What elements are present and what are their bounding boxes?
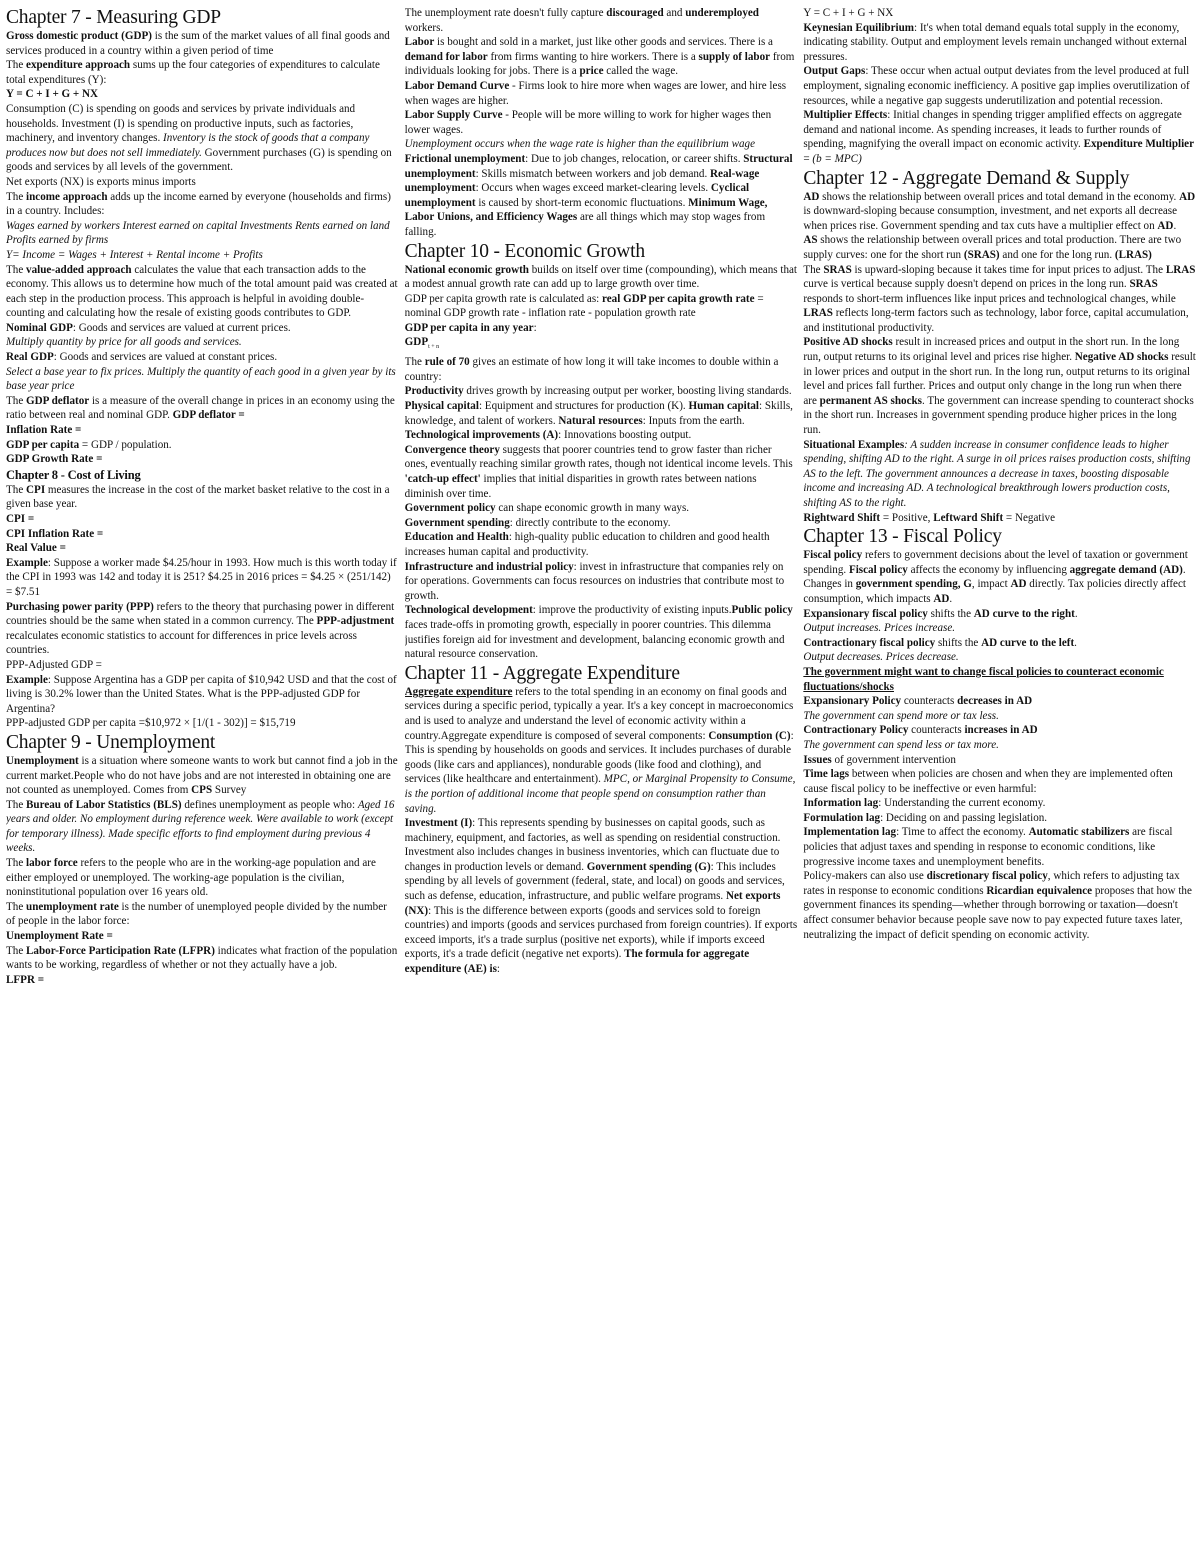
shift-direction: Rightward Shift = Positive, Leftward Shift = Negative bbox=[803, 511, 1056, 524]
income-formula: Y= Income = Wages + Interest + Rental income + Profits bbox=[6, 248, 263, 261]
contractionary-note: Output decreases. Prices decrease. bbox=[803, 651, 959, 664]
gdp-per-capita-growth: GDP per capita growth rate is calculated as: real GDP per capita growth rate = nominal GDP growth rate - inflation rate - population growth rate bbox=[404, 292, 764, 320]
keynesian-equilibrium: Keynesian Equilibrium: It's when total demand equals total supply in the economy, indicating stability. Output and employment levels remain unchanged without external pressures. bbox=[803, 21, 1188, 63]
implementation-lag: Implementation lag: Time to affect the economy. Automatic stabilizers are fiscal policies that adjust taxes and spending in response to economic conditions, like progressive income taxes and unemployment benefits. bbox=[803, 826, 1173, 868]
government-spending: Government spending: directly contribute to the economy. bbox=[404, 516, 671, 529]
government-policy: Government policy can shape economic growth in many ways. bbox=[404, 502, 690, 515]
contractionary-fiscal: Contractionary fiscal policy shifts the AD curve to the left. bbox=[803, 636, 1077, 649]
chapter-10-title: Chapter 10 - Economic Growth bbox=[404, 240, 645, 262]
expansionary-policy: Expansionary Policy counteracts decreases in AD bbox=[803, 695, 1033, 708]
column-1 bbox=[6, 6, 399, 1553]
real-gdp-note: Select a base year to fix prices. Multiply the quantity of each good in a given year by its base year price bbox=[6, 365, 396, 393]
convergence-theory: Convergence theory suggests that poorer countries tend to grow faster than richer ones, eventually reaching similar growth rates, though not identical income levels. This 'catch-up effect' implies that initial disparities in growth rates between nations diminish over time. bbox=[404, 443, 793, 500]
gdp-t-formula: $GDP_{t + n}$ bbox=[404, 336, 440, 351]
cpi-eq: CPI = bbox=[6, 513, 35, 525]
government-might: The government might want to change fiscal policies to counteract economic fluctuations/shocks bbox=[803, 665, 1164, 693]
lfpr-definition: The Labor-Force Participation Rate (LFPR) indicates what fraction of the population wants to be working, regardless of whether or not they actually have a job. bbox=[6, 944, 398, 972]
inflation-rate-eq: Inflation Rate = bbox=[6, 424, 82, 437]
chapter-8-title: Chapter 8 - Cost of Living bbox=[6, 467, 141, 482]
chapter-12-title: Chapter 12 - Aggregate Demand & Supply bbox=[803, 167, 1130, 189]
as-definition: AS shows the relationship between overall prices and total production. There are two supply curves: one for the short run (SRAS) and one for the long run. (LRAS) bbox=[803, 234, 1182, 261]
chapter-11-title: Chapter 11 - Aggregate Expenditure bbox=[404, 662, 680, 684]
aggregate-expenditure: Aggregate expenditure refers to the total spending in an economy on final goods and services during a specific period, typically a year. It's a key concept in macroeconomics and is used to analyze and understand the level of economic activity within a country.Aggregate expenditure is composed of several components: Consumption (C): This is spending by households on goods and services. It includes purchases of durable goods (like cars and appliances), nondurable goods (like food and clothing), and services (like healthcare and entertainment). MPC, or Marginal Propensity to Consume, is the portion of additional income that people spend on consumption rather than saving. bbox=[404, 685, 796, 815]
sras-lras: The SRAS is upward-sloping because it takes time for input prices to adjust. The LRAS curve is vertical because supply doesn't depend on prices in the long run. SRAS responds to short-term influences like input prices and technological changes, while LRAS reflects long-term factors such as technology, labor force, capital accumulation, and institutional productivity. bbox=[803, 263, 1196, 334]
formulation-lag: Formulation lag: Deciding on and passing legislation. bbox=[803, 811, 1048, 824]
components-paragraph: Consumption (C) is spending on goods and services by private individuals and households. Investment (I) is spending on productive inputs, such as factories, machinery, and inventory changes. Inventory is the stock of goods that a company produces now but does not sell immediately. Government purchases (G) is spending on goods and services by all levels of the government. bbox=[6, 102, 392, 174]
cpi-inflation-eq: CPI Inflation Rate = bbox=[6, 527, 104, 540]
net-exports-line: Net exports (NX) is exports minus imports bbox=[6, 175, 196, 188]
contractionary-policy-note: The government can spend less or tax more. bbox=[803, 738, 999, 751]
expenditure-approach: The expenditure approach sums up the four categories of expenditures to calculate total expenditures (Y): bbox=[6, 59, 380, 86]
gdp-definition: Gross domestic product (GDP) is the sum of the market values of all final goods and services produced in a country within a given period of time bbox=[6, 30, 390, 57]
investment: Investment (I): This represents spending by businesses on capital goods, such as machinery, equipment, and factories, as well as spending on residential construction. Investment also includes changes in business inventories, which can fluctuate due to changes in production levels or demand. Government spending (G): This includes spending by all levels of government (federal, state, and local) on goods and services, such as defense, education, infrastructure, and public welfare programs. Net exports (NX): This is the difference between exports (goods and services sold to foreign countries) and imports (goods and services purchased from foreign countries). If exports exceed imports, it's a trade surplus (positive net exports), while if imports exceed exports, it's a trade deficit (negative net exports). The formula for aggregate expenditure (AE) is: bbox=[404, 817, 798, 976]
labor-force-definition: The labor force refers to the people who are in the working-age population and are either employed or unemployed. The working-age population is the civilian, noninstitutional population over 16 years old. bbox=[6, 857, 376, 899]
ad-shocks: Positive AD shocks result in increased prices and output in the short run. In the long run, output returns to its original level and prices rise higher. Negative AD shocks result in lower prices and output in the short run. In the long run, output returns to its original level and prices fall further. Prices and output only change in the long run when there are permanent AS shocks. The government can increase spending to counteract shocks in the short run. Increases in government spending produce higher prices in the long run. bbox=[803, 336, 1196, 437]
real-gdp: Real GDP: Goods and services are valued at constant prices. bbox=[6, 351, 278, 364]
issues: Issues of government intervention bbox=[803, 753, 956, 766]
labor-supply-curve: Labor Supply Curve - People will be more willing to work for higher wages then lower wages. bbox=[404, 109, 772, 136]
unemployment-rate-definition: The unemployment rate is the number of unemployed people divided by the number of people in the labor force: bbox=[6, 900, 387, 928]
ppp-example: Example: Suppose Argentina has a GDP per capita of $10,942 USD and that the cost of living is 30.2% lower than the United States. What is the PPP-adjusted GDP for Argentina? bbox=[6, 673, 397, 715]
cpi-definition: The CPI measures the increase in the cost of the market basket relative to the cost in a given base year. bbox=[6, 483, 390, 511]
situational-examples: Situational Examples: A sudden increase in consumer confidence leads to higher spending, shifting AD to the right. A surge in oil prices raises production costs, shifting AS to the left. The government announces a decrease in taxes, boosting disposable income and increasing AD. A technological breakthrough lowers production costs, shifting AS to the right. bbox=[803, 438, 1191, 509]
chapter-7-title: Chapter 7 - Measuring GDP bbox=[6, 7, 221, 28]
unemployment-rate-eq: Unemployment Rate = bbox=[6, 930, 113, 943]
ae-formula: Y = C + I + G + NX bbox=[803, 7, 894, 19]
expansionary-note: Output increases. Prices increase. bbox=[803, 622, 956, 635]
bls-definition: The Bureau of Labor Statistics (BLS) defines unemployment as people who: Aged 16 years and older. No employment during reference week. Were available to work (except for temporary illness). Made specific efforts to find employment during previous 4 weeks. bbox=[6, 798, 395, 855]
unemployment-definition: Unemployment is a situation where someone wants to work but cannot find a job in the current market.People who do not have jobs and are not interested in obtaining one are not counted as unemployed. Comes from CPS Survey bbox=[6, 754, 398, 797]
output-gaps: Output Gaps: These occur when actual output deviates from the level produced at full employment, signaling economic inefficiency. A positive gap implies overutilization of resources, while a negative gap suggests underutilization and potential recession. Multiplier Effects: Initial changes in spending trigger amplified effects on aggregate demand and national income. As spending increases, it leads to further rounds of spending, magnifying the overall impact on economic activity. Expenditure Multiplier = (b = MPC) bbox=[803, 65, 1195, 165]
ppp-definition: Purchasing power parity (PPP) refers to the theory that purchasing power in different countries should be the same when stated in a common currency. The PPP-adjustment recalculates economic statistics to account for differences in price levels across countries. bbox=[6, 600, 395, 657]
chapter-9-title: Chapter 9 - Unemployment bbox=[6, 731, 216, 753]
gdp-per-capita: GDP per capita = GDP / population. bbox=[6, 438, 172, 451]
labor-demand-curve: Labor Demand Curve - Firms look to hire more when wages are lower, and hire less when wages are higher. bbox=[404, 79, 787, 107]
infrastructure-policy: Infrastructure and industrial policy: invest in infrastructure that companies rely on for operations. Governments can focus resources on industries that contribute most to growth. bbox=[404, 560, 785, 602]
expansionary-fiscal: Expansionary fiscal policy shifts the AD curve to the right. bbox=[803, 607, 1078, 620]
rule-of-70: The rule of 70 gives an estimate of how long it will take incomes to double within a country: bbox=[404, 356, 779, 383]
national-growth: National economic growth builds on itself over time (compounding), which means that a modest annual growth rate can add up to large growth over time. bbox=[404, 263, 798, 291]
information-lag: Information lag: Understanding the current economy. bbox=[803, 797, 1046, 810]
ppp-eq: PPP-Adjusted GDP = bbox=[6, 658, 102, 671]
gdp-deflator: The GDP deflator is a measure of the overall change in prices in an economy using the ratio between real and nominal GDP. GDP deflator = bbox=[6, 394, 395, 422]
discretionary-policy: Policy-makers can also use discretionary fiscal policy, which refers to adjusting tax rates in response to economic conditions Ricardian equivalence proposes that how the government finances its spending—whether through borrowing or taxation—doesn't affect consumer behavior because people save now to pay expected future taxes later, neutralizing the impact of deficit spending on economic activity. bbox=[803, 870, 1192, 941]
education-health: Education and Health: high-quality public education to children and good health increases human capital and productivity. bbox=[404, 531, 770, 558]
ad-definition: AD shows the relationship between overall prices and total demand in the economy. AD is downward-sloping because consumption, investment, and net exports all decrease when prices rise. Government spending and tax cuts have a multiplier effect on AD. bbox=[803, 190, 1196, 232]
expansionary-policy-note: The government can spend more or tax less. bbox=[803, 709, 999, 722]
nominal-gdp-note: Multiply quantity by price for all goods and services. bbox=[6, 336, 242, 349]
value-added-approach: The value-added approach calculates the value that each transaction adds to the economy. This allows us to determine how much of the total amount paid was created at each step in the production process. This approach is helpful in avoiding double-counting and calculating how the resale of existing goods contributes to GDP. bbox=[6, 263, 398, 320]
ppp-example-calc: PPP-adjusted GDP per capita =$10,972 × [1/(1 - 302)] = $15,719 bbox=[6, 717, 296, 730]
unemployment-types: Frictional unemployment: Due to job changes, relocation, or career shifts. Structural unemployment: Skills mismatch between workers and job demand. Real-wage unemployment: Occurs when wages exceed market-clearing levels. Cyclical unemployment is caused by short-term economic fluctuations. Minimum Wage, Labor Unions, and Efficiency Wages are all things which may stop wages from falling. bbox=[404, 152, 793, 238]
tech-development: Technological development: improve the productivity of existing inputs.Public policy faces trade-offs in promoting growth, especially in poorer countries. This dilemma justifies foreign aid for investment and development, balancing economic growth and natural resource conservation. bbox=[404, 604, 793, 661]
income-approach: The income approach adds up the income earned by everyone (households and firms) in a country. Includes: bbox=[6, 190, 391, 218]
nominal-gdp: Nominal GDP: Goods and services are valued at current prices. bbox=[6, 321, 291, 334]
contractionary-policy: Contractionary Policy counteracts increases in AD bbox=[803, 724, 1038, 737]
time-lags: Time lags between when policies are chosen and when they are implemented often cause fiscal policy to be ineffective or even harmful: bbox=[803, 768, 1173, 795]
gdp-growth-eq: GDP Growth Rate = bbox=[6, 453, 103, 466]
real-value-eq: Real Value = bbox=[6, 542, 66, 555]
productivity: Productivity drives growth by increasing output per worker, boosting living standards. Physical capital: Equipment and structures for production (K). Human capital: Skills, knowledge, and talent of workers. Natural resources: Inputs from the earth. bbox=[404, 385, 793, 427]
income-list: Wages earned by workers Interest earned on capital Investments Rents earned on land Profits earned by firms bbox=[6, 219, 390, 247]
column-3 bbox=[803, 6, 1196, 1553]
unemployment-note: Unemployment occurs when the wage rate is higher than the equilibrium wage bbox=[404, 138, 755, 151]
expenditure-formula: Y = C + I + G + NX bbox=[6, 88, 99, 101]
lfpr-eq: LFPR = bbox=[6, 973, 45, 986]
fiscal-policy-definition: Fiscal policy refers to government decisions about the level of taxation or government spending. Fiscal policy affects the economy by influencing aggregate demand (AD). Changes in government spending, G, impact AD directly. Tax policies directly affect consumption, which impacts AD. bbox=[803, 549, 1188, 605]
tech-improvements: Technological improvements (A): Innovations boosting output. bbox=[404, 429, 692, 442]
gdp-per-capita-any-year: GDP per capita in any year: bbox=[404, 321, 537, 334]
cpi-example: Example: Suppose a worker made $4.25/hour in 1993. How much is this worth today if the CPI in 1993 was 142 and today it is 251? $4.25 in 2016 prices = $4.25 × (251/142) = $7.51 bbox=[6, 556, 397, 598]
labor-market: Labor is bought and sold in a market, just like other goods and services. There is a demand for labor from firms wanting to hire workers. There is a supply of labor from individuals looking for jobs. There is a price called the wage. bbox=[404, 36, 795, 78]
chapter-13-title: Chapter 13 - Fiscal Policy bbox=[803, 526, 1002, 548]
column-2 bbox=[405, 6, 798, 1553]
discouraged-workers: The unemployment rate doesn't fully capture discouraged and underemployed workers. bbox=[404, 7, 759, 34]
